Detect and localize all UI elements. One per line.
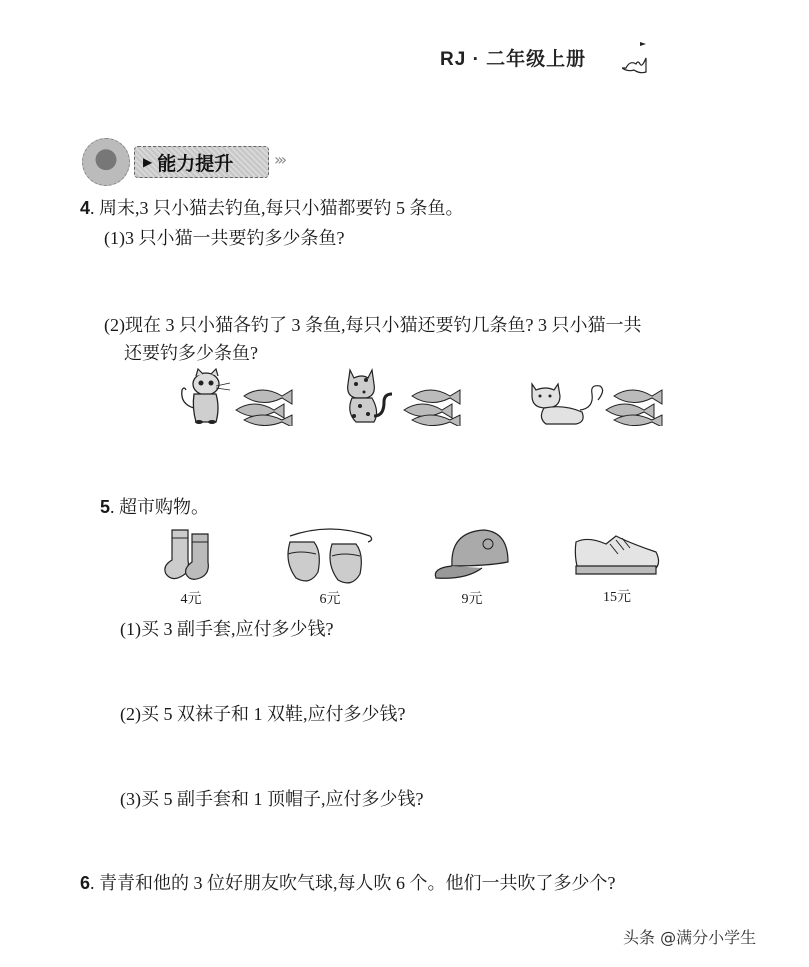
cat-sitting-icon [172, 368, 234, 426]
question-number: 5 [100, 497, 111, 517]
question-5-sub1: (1)买 3 副手套,应付多少钱? [120, 619, 334, 639]
shoes-icon [572, 526, 662, 582]
price-label: 9元 [461, 592, 483, 607]
section-title: 能力提升 [157, 153, 234, 175]
fish-group-icon [402, 384, 464, 426]
question-text: . 周末,3 只小猫去钓鱼,每只小猫都要钓 5 条鱼。 [90, 198, 464, 218]
question-text: . 青青和他的 3 位好朋友吹气球,每人吹 6 个。他们一共吹了多少个? [90, 873, 616, 893]
edition-header: RJ · 二年级上册 [440, 49, 587, 70]
student-avatar-icon [82, 138, 130, 186]
question-4-sub2-line2: 还要钓多少条鱼? [124, 343, 258, 363]
socks-icon [162, 526, 220, 584]
question-text: . 超市购物。 [110, 497, 210, 517]
product-shoes [572, 526, 662, 606]
chevrons-icon: ››› [274, 150, 285, 169]
watermark: 头条 @满分小学生 [623, 928, 757, 947]
question-5-sub2: (2)买 5 双袜子和 1 双鞋,应付多少钱? [120, 704, 406, 724]
play-triangle-icon: ▶ [143, 155, 153, 169]
cats-fish-illustration [172, 364, 666, 426]
question-5-sub3: (3)买 5 副手套和 1 顶帽子,应付多少钱? [120, 789, 424, 809]
section-title-box [134, 146, 269, 178]
question-number: 6 [80, 873, 91, 893]
product-cap [432, 526, 512, 608]
cat-spotted-icon [340, 364, 402, 426]
question-4-stem [80, 195, 464, 221]
fish-group-icon [234, 384, 296, 426]
corner-doodle-icon [622, 40, 648, 80]
product-mittens [282, 526, 378, 608]
fish-group-icon [604, 384, 666, 426]
question-4-sub1: (1)3 只小猫一共要钓多少条鱼? [104, 228, 345, 248]
product-socks [162, 526, 220, 608]
price-label: 6元 [319, 592, 341, 607]
question-4-sub2-line1: (2)现在 3 只小猫各钓了 3 条鱼,每只小猫还要钓几条鱼? 3 只小猫一共 [104, 315, 642, 335]
question-number: 4 [80, 198, 91, 218]
cat-leaping-icon [524, 378, 604, 426]
cap-icon [432, 526, 512, 584]
mittens-icon [282, 526, 378, 584]
question-6-stem [80, 870, 616, 896]
price-label: 15元 [603, 590, 631, 605]
section-banner [82, 138, 312, 186]
question-5-stem [100, 494, 209, 520]
price-label: 4元 [180, 592, 202, 607]
